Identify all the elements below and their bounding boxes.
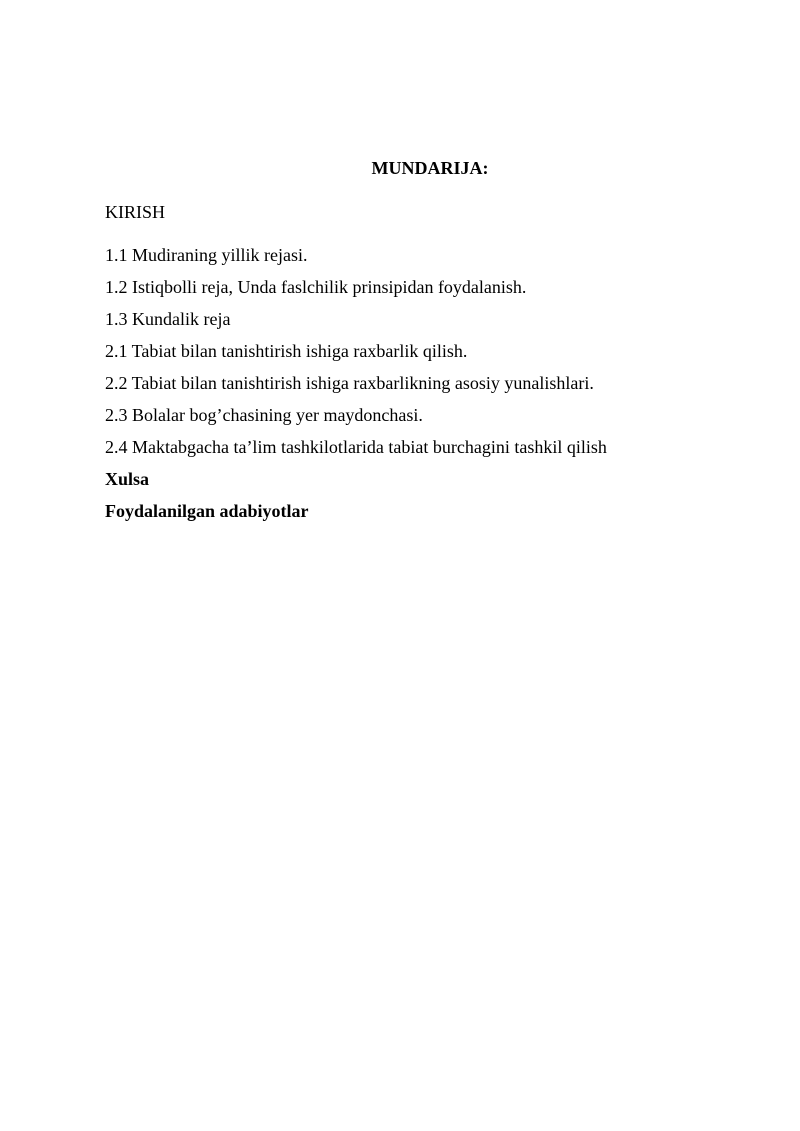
- toc-item-2-3: 2.3 Bolalar bog’chasining yer maydonchasi.: [105, 405, 423, 425]
- toc-item-2-2: 2.2 Tabiat bilan tanishtirish ishiga raxbarlikning asosiy yunalishlari.: [105, 373, 594, 393]
- toc-item-1-2: 1.2 Istiqbolli reja, Unda faslchilik prinsipidan foydalanish.: [105, 277, 527, 297]
- toc-item-2-1: 2.1 Tabiat bilan tanishtirish ishiga raxbarlik qilish.: [105, 341, 468, 361]
- toc-item-1-3: 1.3 Kundalik reja: [105, 309, 231, 329]
- toc-conclusion: Xulsa: [105, 469, 150, 489]
- table-of-contents: [105, 244, 765, 532]
- toc-item-2-4: 2.4 Maktabgacha ta’lim tashkilotlarida tabiat burchagini tashkil qilish: [105, 437, 607, 457]
- page-title: MUNDARIJA:: [371, 158, 489, 178]
- toc-references: Foydalanilgan adabiyotlar: [105, 501, 309, 521]
- toc-intro: KIRISH: [105, 202, 166, 222]
- toc-item-1-1: 1.1 Mudiraning yillik rejasi.: [105, 245, 308, 265]
